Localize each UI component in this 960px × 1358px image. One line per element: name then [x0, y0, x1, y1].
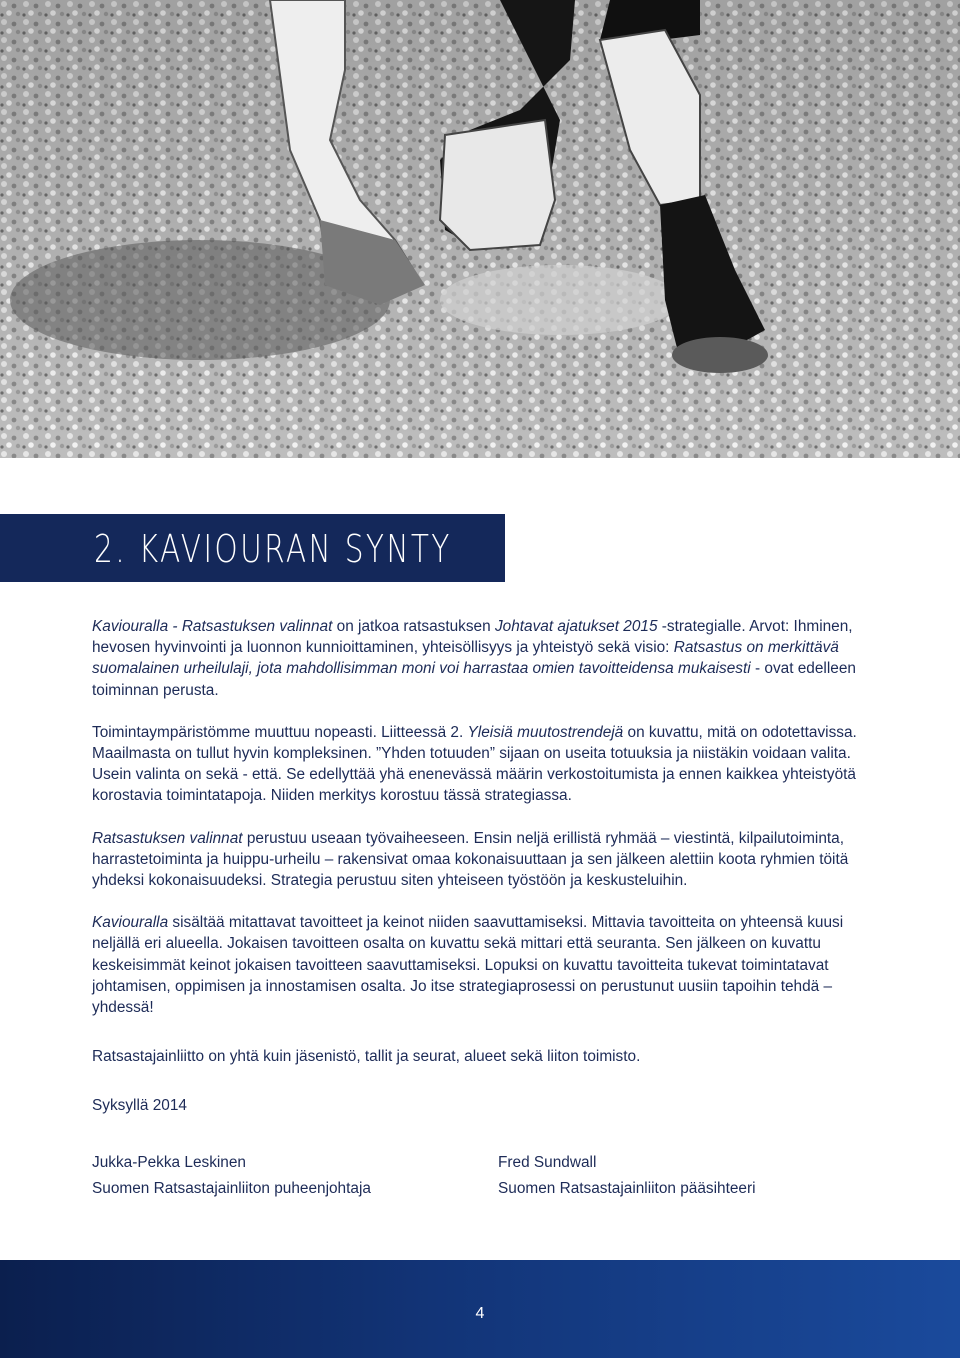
signatory-name: Jukka-Pekka Leskinen: [92, 1154, 246, 1171]
signatory-name: Fred Sundwall: [498, 1154, 597, 1171]
italic-text: Yleisiä muutostrendejä: [467, 723, 624, 741]
page-title: 2. KAVIOURAN SYNTY: [94, 527, 452, 571]
paragraph-2: [92, 722, 868, 807]
text: -strategialle. Arvot: Ihminen, hevosen hyvinvointi ja luonnon kunnioittaminen, yhteisöllisyys ja yhteistyö sekä visio:: [92, 618, 853, 657]
signature-left: [92, 1150, 371, 1202]
paragraph-5: Ratsastajainliitto on yhtä kuin jäsenistö, tallit ja seurat, alueet sekä liiton toimisto.: [92, 1048, 641, 1066]
horse-legs-illustration: [0, 0, 960, 458]
text: on kuvattu, mitä on odotettavissa. Maailmasta on tullut hyvin kompleksinen. ”Yhden totuuden” sijaan on useita totuuksia ja niistäkin voidaan valita. Usein valinta on sekä - että. Se edellyttää yhä enenevässä määrin verkostoitumista ja ennen kaikkea yhteistyötä korostavia toimintatapoja. Niiden merkitys korostuu tässä strategiassa.: [92, 723, 857, 805]
body-text: [92, 616, 868, 1138]
text: perustuu useaan työvaiheeseen. Ensin neljä erillistä ryhmää – viestintä, kilpailutoiminta, harrastetoiminta ja huippu-urheilu – rakensivat omaa kokonaisuuttaan ja sen jälkeen alettiin koota ryhmien töitä yhdeksi kokonaisuudeksi. Strategia perustuu siten yhteiseen työstöön ja keskusteluihin.: [92, 829, 849, 890]
italic-text: Ratsastus on merkittävä suomalainen urheilulaji, jota mahdollisimman moni voi harrastaa omien tavoitteidensa mukaisesti: [92, 639, 839, 678]
signatory-role: Suomen Ratsastajainliiton puheenjohtaja: [92, 1180, 371, 1197]
signature-right: [498, 1150, 756, 1202]
text: sisältää mitattavat tavoitteet ja keinot niiden saavuttamiseksi. Mittavia tavoitteita on yhteensä kuusi neljällä eri alueella. Jokaisen tavoitteen osalta on kuvattu sekä mittari että seuranta. Sen jälkeen on kuvattu keskeisimmät keinot jokaisen tavoitteen saavuttamiseksi. Lopuksi on kuvattu tavoitteita tukevat toimintatavat johtamisen, oppimisen ja innostamisen osalta. Jo itse strategiaprosessi on perustunut uusiin tapoihin tehdä – yhdessä!: [92, 914, 844, 1017]
paragraph-3: [92, 828, 868, 892]
italic-text: Ratsastuksen valinnat: [92, 829, 243, 847]
text: Toimintaympäristömme muuttuu nopeasti. Liitteessä 2.: [92, 723, 468, 741]
signatory-role: Suomen Ratsastajainliiton pääsihteeri: [498, 1180, 756, 1197]
italic-text: Kaviouralla - Ratsastuksen valinnat: [92, 618, 333, 635]
paragraph-1: [92, 616, 868, 701]
signatures: [0, 1150, 960, 1210]
text: on jatkoa ratsastuksen: [332, 618, 495, 635]
italic-text: Kaviouralla: [92, 914, 169, 932]
text: - ovat edelleen toiminnan perusta.: [92, 660, 856, 699]
paragraph-4: [92, 912, 868, 1018]
hero-photo: [0, 0, 960, 458]
italic-text: Johtavat ajatukset 2015: [494, 618, 658, 635]
page-number: 4: [475, 1305, 485, 1322]
date-line: Syksyllä 2014: [92, 1097, 187, 1115]
